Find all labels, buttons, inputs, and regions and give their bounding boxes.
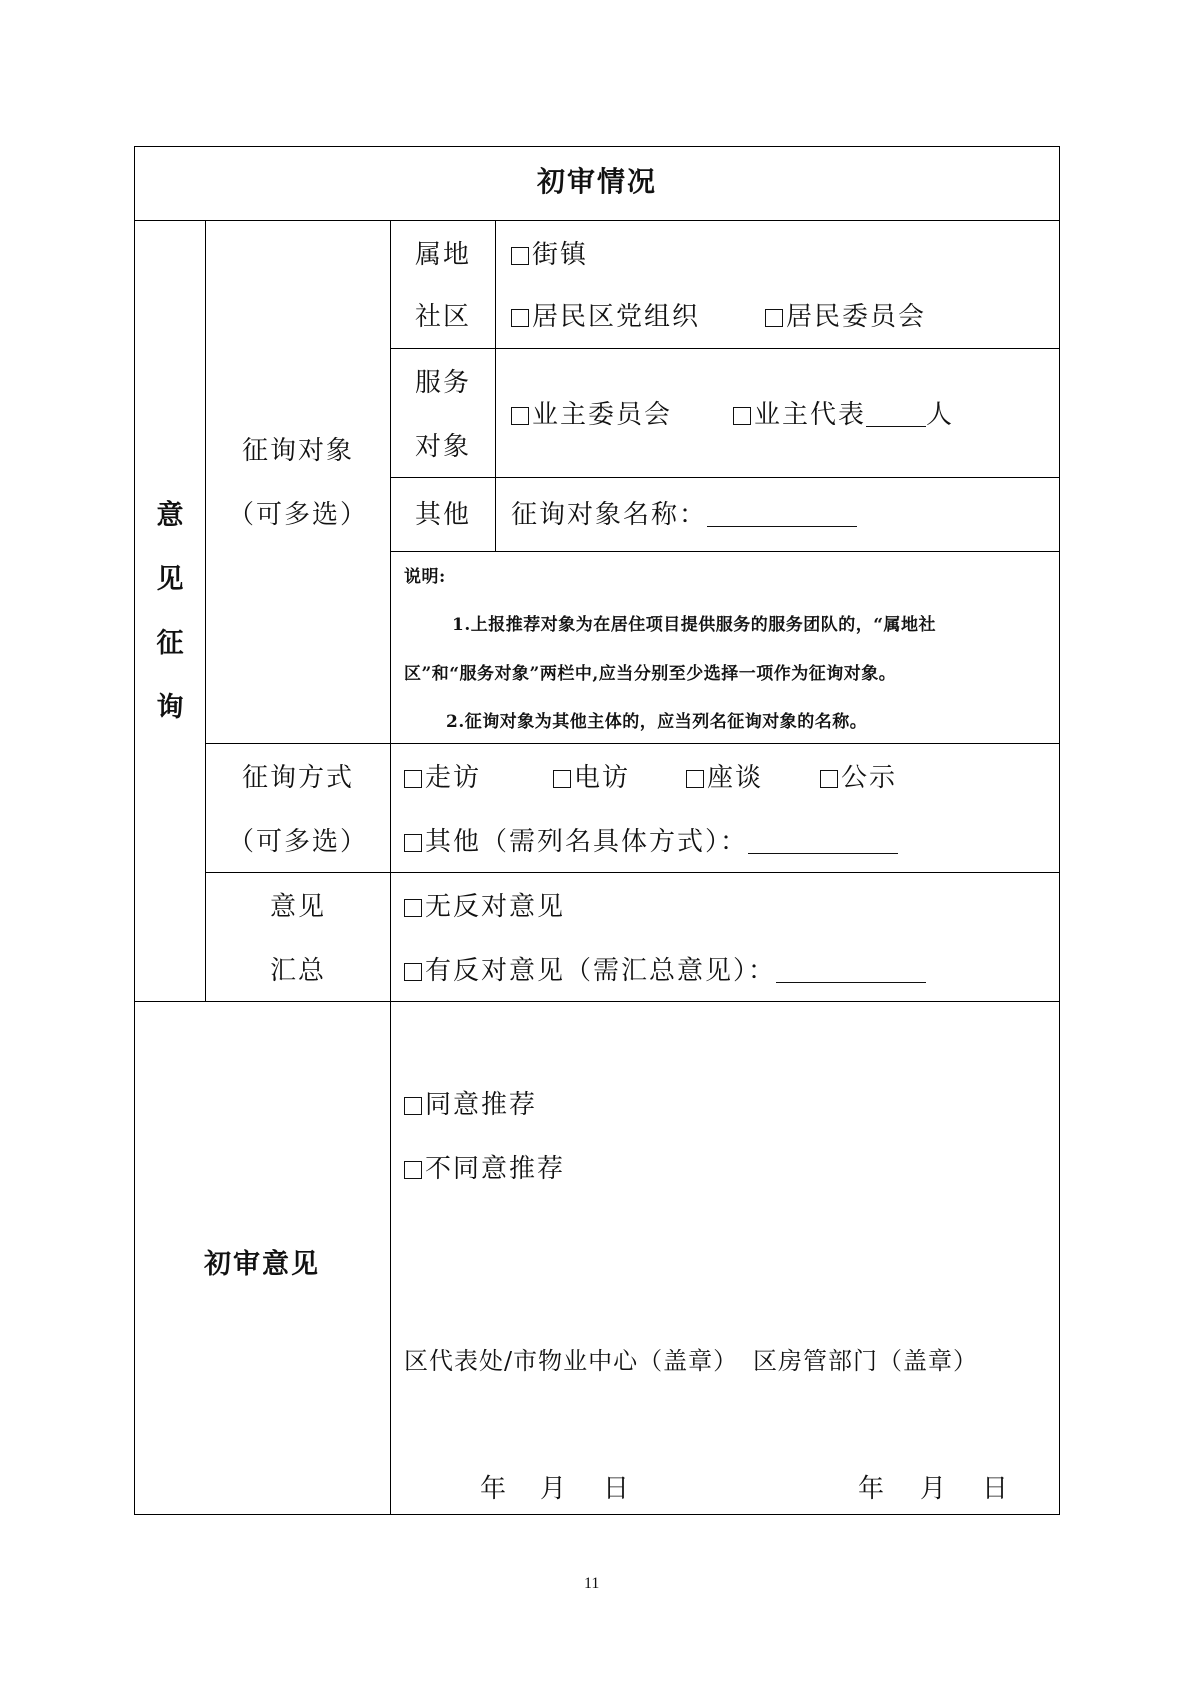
row-divider — [205, 872, 1060, 873]
summary-label-1: 意见 — [269, 892, 326, 922]
checkbox-icon — [733, 407, 751, 425]
review-label: 初审意见 — [204, 1249, 320, 1280]
table-border-left — [134, 146, 135, 1515]
checkbox-icon — [404, 1161, 422, 1179]
checkbox-other-method[interactable] — [404, 827, 898, 857]
option-label: 居民委员会 — [786, 302, 927, 332]
vertical-label-4: 询 — [156, 692, 184, 723]
option-label: 公示 — [841, 763, 898, 793]
option-label: 电访 — [574, 763, 631, 793]
service-label-2: 对象 — [414, 432, 471, 462]
date2-month: 月 — [920, 1474, 949, 1504]
checkbox-party-org[interactable] — [511, 302, 700, 332]
checkbox-icon — [404, 899, 422, 917]
option-label: 居民区党组织 — [532, 302, 701, 332]
table-border-right — [1059, 146, 1060, 1515]
date2-day: 日 — [982, 1474, 1011, 1504]
checkbox-agree[interactable] — [404, 1090, 537, 1120]
row-divider — [390, 551, 1060, 552]
checkbox-owner-reps[interactable] — [733, 400, 954, 430]
checkbox-icon — [404, 834, 422, 852]
checkbox-publicity[interactable] — [820, 763, 897, 793]
vertical-label-2: 见 — [156, 564, 184, 595]
other-target-name-field[interactable] — [707, 502, 857, 527]
checkbox-icon — [511, 407, 529, 425]
checkbox-disagree[interactable] — [404, 1154, 565, 1184]
stamp-housing-dept: 区房管部门（盖章） — [753, 1347, 978, 1375]
checkbox-phone[interactable] — [553, 763, 630, 793]
methods-label: 征询方式 — [241, 763, 354, 793]
targets-label-multi: （可多选） — [227, 500, 368, 530]
checkbox-no-objection[interactable] — [404, 892, 565, 922]
checkbox-icon — [511, 247, 529, 265]
checkbox-has-objection[interactable] — [404, 956, 926, 986]
other-target-name-label: 征询对象名称： — [511, 500, 708, 530]
col-divider — [495, 220, 496, 552]
option-label: 无反对意见 — [425, 892, 566, 922]
other-method-field[interactable] — [748, 829, 898, 854]
notes-heading: 说明: — [404, 567, 446, 587]
community-label-2: 社区 — [414, 302, 471, 332]
option-label: 座谈 — [707, 763, 764, 793]
table-border-bottom — [134, 1514, 1060, 1515]
checkbox-residents-committee[interactable] — [765, 302, 926, 332]
service-label-1: 服务 — [414, 368, 471, 398]
notes-line-2: 区”和“服务对象”两栏中,应当分别至少选择一项作为征询对象。 — [404, 664, 897, 684]
row-divider — [390, 477, 1060, 478]
checkbox-icon — [404, 770, 422, 788]
option-label: 业主代表 — [754, 400, 867, 430]
checkbox-icon — [765, 309, 783, 327]
checkbox-owners-committee[interactable] — [511, 400, 672, 430]
methods-label-multi: （可多选） — [227, 827, 368, 857]
checkbox-icon — [820, 770, 838, 788]
col-divider — [390, 220, 391, 1515]
summary-label-2: 汇总 — [269, 956, 326, 986]
other-target-name — [511, 500, 857, 530]
page-number: 11 — [584, 1575, 600, 1592]
col-divider — [205, 220, 206, 1002]
table-border-top — [134, 146, 1060, 147]
vertical-label-3: 征 — [156, 628, 184, 659]
stamp-district-office: 区代表处/市物业中心（盖章） — [404, 1347, 739, 1375]
row-divider — [390, 348, 1060, 349]
option-label: 街镇 — [532, 240, 589, 270]
other-label: 其他 — [414, 500, 471, 530]
date1-month: 月 — [540, 1474, 569, 1504]
option-label: 业主委员会 — [532, 400, 673, 430]
row-divider — [205, 743, 1060, 744]
page-title: 初审情况 — [536, 165, 657, 198]
objection-summary-field[interactable] — [776, 958, 926, 983]
checkbox-street-town[interactable] — [511, 240, 588, 270]
notes-line-1: 1.上报推荐对象为在居住项目提供服务的服务团队的，“属地社 — [452, 615, 937, 635]
option-label: 不同意推荐 — [425, 1154, 566, 1184]
date2-year: 年 — [858, 1474, 887, 1504]
checkbox-icon — [553, 770, 571, 788]
community-label-1: 属地 — [414, 240, 471, 270]
checkbox-icon — [511, 309, 529, 327]
option-label: 有反对意见（需汇总意见）： — [425, 956, 777, 986]
unit-label: 人 — [926, 400, 955, 430]
option-label: 同意推荐 — [425, 1090, 538, 1120]
date1-day: 日 — [603, 1474, 632, 1504]
checkbox-icon — [686, 770, 704, 788]
notes-line-3: 2.征询对象为其他主体的，应当列名征询对象的名称。 — [446, 712, 868, 732]
checkbox-meeting[interactable] — [686, 763, 763, 793]
option-label: 其他（需列名具体方式）： — [425, 827, 749, 857]
checkbox-icon — [404, 963, 422, 981]
checkbox-visit[interactable] — [404, 763, 481, 793]
checkbox-icon — [404, 1097, 422, 1115]
date1-year: 年 — [480, 1474, 509, 1504]
owner-reps-count-field[interactable] — [866, 402, 926, 427]
option-label: 走访 — [425, 763, 482, 793]
row-divider — [134, 220, 1060, 221]
vertical-label-1: 意 — [156, 500, 184, 531]
row-divider — [134, 1001, 1060, 1002]
targets-label: 征询对象 — [241, 436, 354, 466]
